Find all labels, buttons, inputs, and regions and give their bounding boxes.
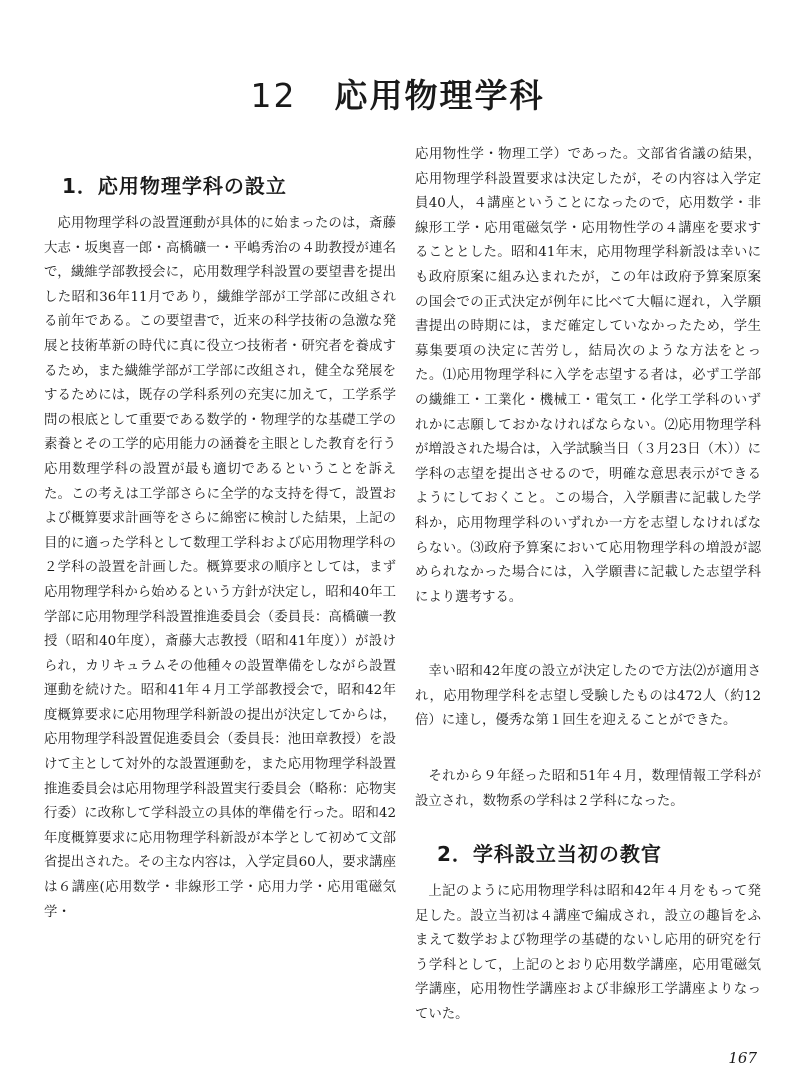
paragraph-right-continuation: 応用物性学・物理工学）であった。文部省省議の結果，応用物理学科設置要求は決定したが，その内容は入学定員40人，４講座ということになったので，応用数学・非線形工学・応用電磁気学・応用物性学の４講座を要求することとした。昭和41年末，応用物理学科新設は幸いにも政府原案に組み込まれたが，この年は政府予算案原案の国会での正式決定が例年に比べて大幅に遅れ，入学願書提出の時期には，まだ確定していなかったため，学生募集要項の決定に苦労し，結局次のような方法をとった。⑴応用物理学科に入学を志望する者は，必ず工学部の繊維工・工業化・機械工・電気工・化学工学科のいずれかに志願しておかなければならない。⑵応用物理学科が増設された場合は，入学試験当日（３月23日（木））に学科の志望を提出させるので，明確な意思表示ができるようにしておくこと。この場合，入学願書に記載した学科か，応用物理学科のいずれか一方を志望しなければならない。⑶政府予算案において応用物理学科の増設が認められなかった場合には，入学願書に記載した志望学科により選考する。 xyxy=(415,147,761,605)
paragraph-right-3: それから９年経った昭和51年４月，数理情報工学科が設立され，数物系の学科は２学科になった。 xyxy=(415,769,761,809)
paragraph-right-2: 幸い昭和42年度の設立が決定したので方法⑵が適用され，応用物理学科を志望し受験したものは472人（約12倍）に達し，優秀な第１回生を迎えることができた。 xyxy=(415,664,761,729)
page-number: 167 xyxy=(728,1049,757,1067)
section-heading-2: 2．学科設立当初の教官 xyxy=(437,842,662,866)
chapter-title-text: 応用物理学科 xyxy=(334,76,545,115)
paragraph-left-main: 応用物理学科の設置運動が具体的に始まったのは，斎藤大志・坂奥喜一郎・高橋礦一・平嶋秀治の４助教授が連名で，繊維学部教授会に，応用数理学科設置の要望書を提出した昭和36年11月であり，繊維学部が工学部に改組される前年である。この要望書で，近来の科学技術の急激な発展と技術革新の時代に真に役立つ技術者・研究者を養成するため，また繊維学部が工学部に改組され，健全な発展をするためには，既存の学科系列の充実に加えて，工学系学問の根底として重要である数学的・物理学的な基礎工学の素養とその工学的応用能力の涵養を主眼とした教育を行う応用数理学科の設置が最も適切であるということを訴えた。この考えは工学部さらに全学的な支持を得て，設置および概算要求計画等をさらに綿密に検討した結果，上記の目的に適った学科として数理工学科および応用物理学科の２学科の設置を計画した。概算要求の順序としては，まず応用物理学科から始めるという方針が決定し，昭和40年工学部に応用物理学科設置推進委員会（委員長：高橋礦一教授（昭和40年度），斎藤大志教授（昭和41年度））が設けられ，カリキュラムその他種々の設置準備をしながら設置運動を続けた。昭和41年４月工学部教授会で，昭和42年度概算要求に応用物理学科新設の提出が決定してからは，応用物理学科設置促進委員会（委員長：池田章教授）を設けて主として対外的な設置運動を，また応用物理学科設置推進委員会は応用物理学科設置実行委員会（略称：応物実行委）に改称して学科設立の具体的準備を行った。昭和42年度概算要求に応用物理学科新設が本学として初めて文部省提出された。その主な内容は，入学定員60人，要求講座は６講座(応用数学・非線形工学・応用力学・応用電磁気学・ xyxy=(44,216,396,920)
section-heading-1: 1．応用物理学科の設立 xyxy=(62,174,287,198)
chapter-number: 12 xyxy=(250,76,297,115)
paragraph-section-2: 上記のように応用物理学科は昭和42年４月をもって発足した。設立当初は４講座で編成され，設立の趣旨をふまえて数学および物理学の基礎的ないし応用的研究を行う学科として，上記のとおり応用数学講座，応用電磁気学講座，応用物性学講座および非線形工学講座よりなっていた。 xyxy=(415,884,761,1022)
chapter-title xyxy=(0,70,795,117)
